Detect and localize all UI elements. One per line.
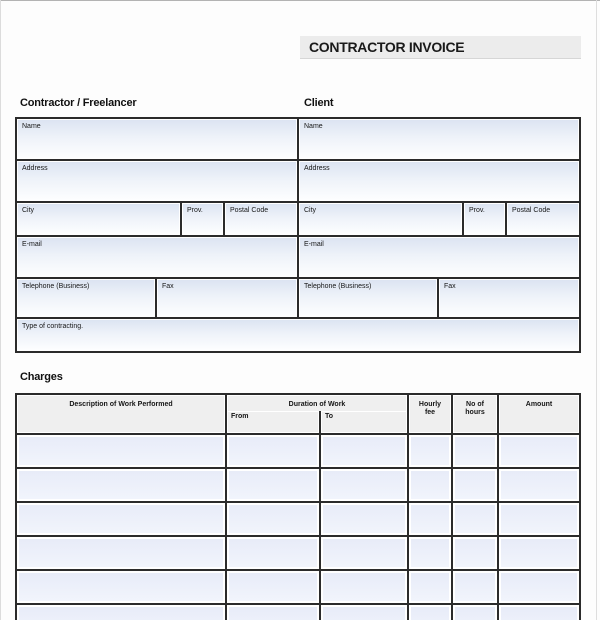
- charges-table: [15, 393, 581, 620]
- charges-cell-description[interactable]: [17, 469, 225, 501]
- client-telephone-field[interactable]: [299, 279, 437, 317]
- page-title: CONTRACTOR INVOICE: [309, 39, 465, 55]
- contractor-prov-label: Prov.: [187, 207, 203, 214]
- charges-cell-to[interactable]: [321, 469, 407, 501]
- charges-cell-amount[interactable]: [499, 571, 579, 603]
- charges-cell-from[interactable]: [227, 537, 319, 569]
- client-name-label: Name: [304, 123, 323, 130]
- page-right-edge: [596, 0, 597, 620]
- charges-cell-to[interactable]: [321, 503, 407, 535]
- charges-cell-from[interactable]: [227, 605, 319, 620]
- charges-cell-from[interactable]: [227, 469, 319, 501]
- city-row: [17, 203, 579, 235]
- contractor-email-field[interactable]: [17, 237, 297, 277]
- charges-cell-amount[interactable]: [499, 537, 579, 569]
- header-duration-of-work: [227, 395, 407, 433]
- charges-cell-from[interactable]: [227, 503, 319, 535]
- type-of-contracting-field[interactable]: [17, 319, 579, 351]
- charges-cell-hourly-fee[interactable]: [409, 571, 451, 603]
- contractor-fax-label: Fax: [162, 283, 174, 290]
- contractor-city-label: City: [22, 207, 35, 214]
- contractor-section-heading: Contractor / Freelancer: [20, 97, 137, 109]
- charges-cell-hourly-fee[interactable]: [409, 503, 451, 535]
- charges-cell-hourly-fee[interactable]: [409, 537, 451, 569]
- type-of-contracting-row: [17, 319, 579, 351]
- contractor-telephone-field[interactable]: [17, 279, 155, 317]
- charges-table-body: [17, 435, 579, 620]
- client-address-field[interactable]: [299, 161, 579, 201]
- charges-cell-description[interactable]: [17, 435, 225, 467]
- header-hourly-fee: Hourly fee: [409, 395, 451, 433]
- header-no-of-hours: No of hours: [453, 395, 497, 433]
- contractor-email-label: E-mail: [22, 241, 42, 248]
- charges-cell-to[interactable]: [321, 571, 407, 603]
- client-postal-code-label: Postal Code: [512, 207, 551, 214]
- name-row: [17, 119, 579, 159]
- email-row: [17, 237, 579, 277]
- contractor-prov-field[interactable]: [182, 203, 223, 235]
- client-name-field[interactable]: [299, 119, 579, 159]
- contractor-address-label: Address: [22, 165, 48, 172]
- client-fax-field[interactable]: [439, 279, 579, 317]
- charges-cell-amount[interactable]: [499, 503, 579, 535]
- charges-table-row: [17, 435, 579, 467]
- title-bar: [300, 36, 581, 59]
- telephone-row: [17, 279, 579, 317]
- contractor-city-field[interactable]: [17, 203, 180, 235]
- contractor-name-field[interactable]: [17, 119, 297, 159]
- charges-cell-no-of-hours[interactable]: [453, 605, 497, 620]
- charges-table-row: [17, 503, 579, 535]
- charges-cell-no-of-hours[interactable]: [453, 435, 497, 467]
- client-telephone-label: Telephone (Business): [304, 283, 372, 290]
- contractor-postal-code-field[interactable]: [225, 203, 297, 235]
- contact-info-table: [15, 117, 581, 353]
- contractor-postal-code-label: Postal Code: [230, 207, 269, 214]
- header-description: Description of Work Performed: [17, 395, 225, 433]
- client-address-label: Address: [304, 165, 330, 172]
- charges-cell-to[interactable]: [321, 605, 407, 620]
- client-city-group: [299, 203, 579, 235]
- charges-cell-description[interactable]: [17, 605, 225, 620]
- charges-section-heading: Charges: [20, 371, 63, 383]
- header-duration-subrow: [227, 411, 407, 433]
- contractor-telephone-label: Telephone (Business): [22, 283, 90, 290]
- contractor-telephone-group: [17, 279, 297, 317]
- charges-cell-to[interactable]: [321, 435, 407, 467]
- charges-cell-amount[interactable]: [499, 469, 579, 501]
- type-of-contracting-label: Type of contracting.: [22, 323, 84, 330]
- client-telephone-group: [299, 279, 579, 317]
- charges-cell-no-of-hours[interactable]: [453, 469, 497, 501]
- charges-table-row: [17, 469, 579, 501]
- client-prov-field[interactable]: [464, 203, 505, 235]
- contractor-address-field[interactable]: [17, 161, 297, 201]
- client-postal-code-field[interactable]: [507, 203, 579, 235]
- charges-table-row: [17, 537, 579, 569]
- charges-table-header: [17, 395, 579, 433]
- client-section-heading: Client: [304, 97, 334, 109]
- charges-cell-no-of-hours[interactable]: [453, 503, 497, 535]
- charges-cell-from[interactable]: [227, 571, 319, 603]
- charges-cell-no-of-hours[interactable]: [453, 537, 497, 569]
- charges-cell-no-of-hours[interactable]: [453, 571, 497, 603]
- client-fax-label: Fax: [444, 283, 456, 290]
- contractor-fax-field[interactable]: [157, 279, 297, 317]
- charges-table-row: [17, 605, 579, 620]
- charges-cell-hourly-fee[interactable]: [409, 605, 451, 620]
- charges-cell-from[interactable]: [227, 435, 319, 467]
- client-email-field[interactable]: [299, 237, 579, 277]
- header-amount: Amount: [499, 395, 579, 433]
- client-prov-label: Prov.: [469, 207, 485, 214]
- charges-cell-hourly-fee[interactable]: [409, 435, 451, 467]
- page-top-edge: [0, 0, 600, 1]
- header-to: To: [321, 411, 407, 433]
- charges-cell-amount[interactable]: [499, 605, 579, 620]
- charges-cell-description[interactable]: [17, 571, 225, 603]
- client-city-label: City: [304, 207, 317, 214]
- address-row: [17, 161, 579, 201]
- charges-table-row: [17, 571, 579, 603]
- client-email-label: E-mail: [304, 241, 324, 248]
- client-city-field[interactable]: [299, 203, 462, 235]
- contractor-name-label: Name: [22, 123, 41, 130]
- page-left-edge: [0, 0, 1, 620]
- charges-cell-to[interactable]: [321, 537, 407, 569]
- contractor-city-group: [17, 203, 297, 235]
- charges-cell-description[interactable]: [17, 503, 225, 535]
- charges-cell-amount[interactable]: [499, 435, 579, 467]
- header-duration-title: Duration of Work: [288, 401, 346, 408]
- charges-cell-hourly-fee[interactable]: [409, 469, 451, 501]
- charges-cell-description[interactable]: [17, 537, 225, 569]
- header-from: From: [227, 411, 319, 433]
